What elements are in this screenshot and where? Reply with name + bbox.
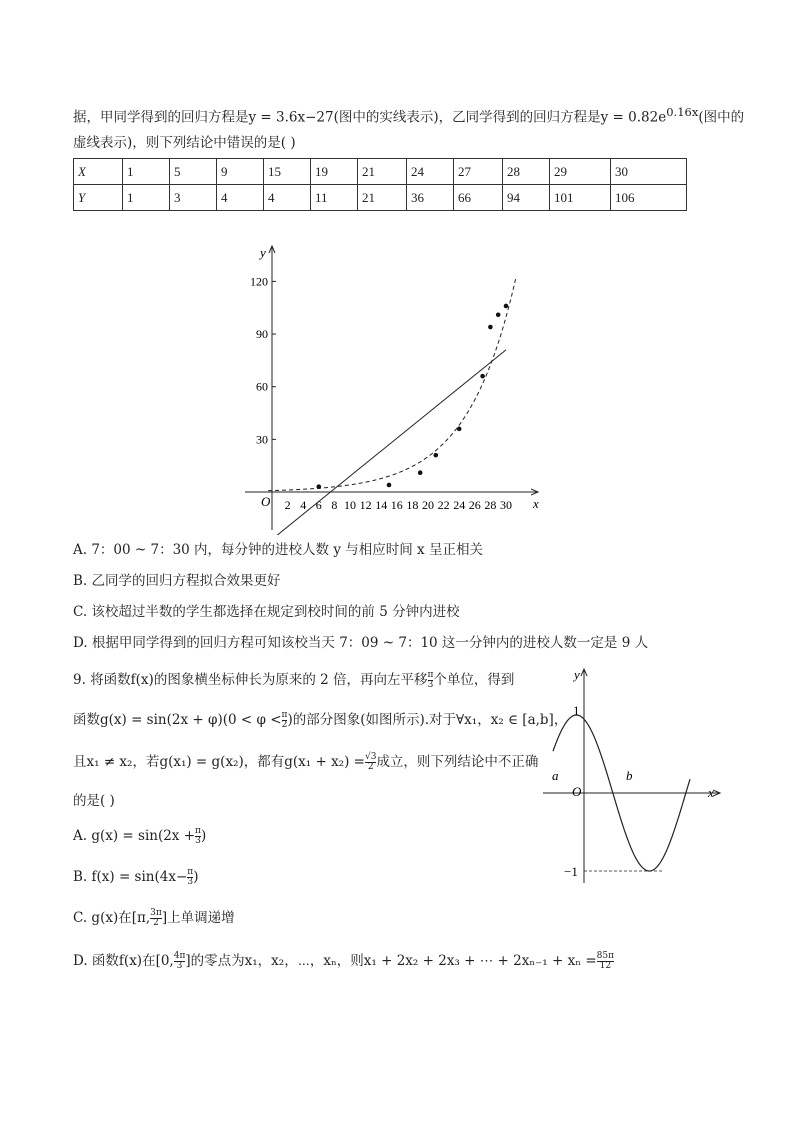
numerator: 4π — [173, 951, 186, 961]
data-point — [457, 427, 462, 432]
numerator: 3π — [150, 908, 162, 918]
q9-line-2 — [73, 710, 567, 730]
denominator: 2 — [367, 762, 374, 772]
point-b-label: b — [626, 768, 633, 783]
option-text: A. g(x) = sin(2x + — [73, 828, 196, 844]
table-cell: 4 — [217, 185, 264, 211]
origin-label: O — [261, 494, 271, 509]
table-cell: 36 — [407, 185, 454, 211]
option-9b — [73, 867, 198, 887]
intro-text: 据，甲同学得到的回归方程是 — [73, 109, 249, 126]
point-a-label: a — [552, 768, 559, 783]
table-cell: 9 — [217, 159, 264, 185]
table-cell: 5 — [170, 159, 217, 185]
table-cell: 15 — [264, 159, 311, 185]
option-8a: A. 7：00 ~ 7：30 内，每分钟的进校人数 y 与相应时间 x 呈正相关 — [73, 542, 483, 558]
data-point — [418, 470, 423, 475]
data-point — [496, 312, 501, 317]
y-tick-label: 60 — [256, 379, 268, 394]
origin-label: O — [572, 784, 582, 799]
table-cell: 94 — [503, 185, 550, 211]
q9-text: )的部分图象(如图所示).对于∀x₁，x₂ ∈ [a,b]， — [287, 712, 568, 728]
x-tick-label: 4 — [300, 498, 307, 512]
fraction-sqrt3-2 — [365, 753, 376, 772]
q9-text: 且x₁ ≠ x₂，若g(x₁) = g(x₂)，都有g(x₁ + x₂) = — [73, 754, 365, 770]
x-tick-label: 2 — [284, 498, 291, 512]
data-table — [73, 158, 687, 211]
option-9c — [73, 908, 235, 928]
row-label-y: Y — [74, 185, 123, 211]
table-row — [74, 185, 687, 211]
q9-line-3 — [73, 752, 538, 772]
table-cell: 24 — [407, 159, 454, 185]
numerator: π — [427, 670, 434, 680]
intro-text: (图中的 — [698, 109, 745, 126]
table-cell: 11 — [311, 185, 358, 211]
y-axis-label: y — [260, 245, 266, 260]
denominator: 12 — [599, 961, 612, 971]
sine-graph — [538, 665, 728, 890]
option-text: D. 函数f(x)在[0, — [73, 953, 174, 969]
intro-line-2: 虚线表示)，则下列结论中错误的是( ) — [73, 135, 296, 151]
table-cell: 66 — [454, 185, 503, 211]
q9-text: 成立，则下列结论中不正确 — [376, 754, 539, 770]
table-cell: 1 — [123, 185, 170, 211]
table-cell: 30 — [611, 159, 687, 185]
x-tick-label: 10 — [344, 498, 356, 512]
equation-2: y = 0.82e — [600, 109, 667, 126]
table-cell: 101 — [550, 185, 611, 211]
x-tick-label: 24 — [453, 498, 466, 512]
fraction-4pi-3 — [174, 952, 186, 971]
data-point — [504, 304, 509, 309]
table-cell: 1 — [123, 159, 170, 185]
x-axis-label: x — [708, 785, 714, 800]
x-tick-label: 18 — [406, 498, 419, 512]
y-tick-label: 30 — [256, 432, 268, 447]
x-tick-label: 16 — [390, 498, 403, 512]
denominator: 3 — [427, 680, 434, 690]
option-text: ) — [200, 828, 207, 844]
q9-text: 函数g(x) = sin(2x + φ)(0 < φ < — [73, 712, 282, 728]
q9-text: 个单位，得到 — [433, 672, 515, 688]
equation-1: y = 3.6x−27 — [248, 109, 334, 126]
data-point — [387, 483, 392, 488]
x-axis-label: x — [533, 496, 539, 511]
x-tick-label: 14 — [375, 498, 388, 512]
numerator: π — [195, 826, 201, 836]
denominator: 3 — [195, 836, 201, 846]
data-point — [317, 484, 322, 489]
option-8c: C. 该校超过半数的学生都选择在规定到校时间的前 5 分钟内进校 — [73, 604, 460, 620]
denominator: 3 — [187, 877, 194, 887]
option-8d: D. 根据甲同学得到的回归方程可知该校当天 7：09 ~ 7：10 这一分钟内的进校人数一定是 9 人 — [73, 635, 649, 651]
table-cell: 21 — [358, 159, 407, 185]
table-cell: 106 — [611, 185, 687, 211]
table-cell: 19 — [311, 159, 358, 185]
min-label: −1 — [564, 864, 578, 879]
data-point — [434, 453, 439, 458]
data-point — [488, 325, 493, 330]
option-9d — [73, 951, 614, 971]
option-9a — [73, 826, 206, 846]
x-tick-label: 8 — [331, 498, 338, 512]
fraction-3pi-2 — [150, 909, 162, 928]
x-tick-label: 6 — [315, 498, 322, 512]
numerator: √3 — [364, 752, 377, 762]
table-cell: 27 — [454, 159, 503, 185]
equation-2-exponent: 0.16x — [666, 105, 699, 119]
intro-line-1 — [73, 102, 744, 128]
numerator: π — [187, 867, 194, 877]
option-text: ]的零点为x₁，x₂，⋯，xₙ，则x₁ + 2x₂ + 2x₃ + ⋯ + 2xₙ₋₁ + xₙ = — [185, 953, 597, 969]
denominator: 2 — [281, 720, 288, 730]
table-cell: 21 — [358, 185, 407, 211]
x-tick-label: 20 — [422, 498, 434, 512]
q9-line-1 — [73, 670, 514, 690]
row-label-x: X — [74, 159, 123, 185]
option-text: C. g(x)在[π, — [73, 910, 151, 926]
max-label: 1 — [573, 703, 580, 718]
denominator: 3 — [176, 961, 183, 971]
option-8b: B. 乙同学的回归方程拟合效果更好 — [73, 573, 281, 589]
q9-line-4: 的是( ) — [73, 793, 115, 809]
table-cell: 28 — [503, 159, 550, 185]
intro-text: (图中的实线表示)，乙同学得到的回归方程是 — [333, 109, 601, 126]
x-tick-label: 12 — [359, 498, 372, 512]
numerator: 85π — [596, 951, 615, 961]
option-text: ]上单调递增 — [161, 910, 235, 926]
numerator: π — [281, 710, 288, 720]
x-tick-label: 28 — [484, 498, 497, 512]
table-row — [74, 159, 687, 185]
q9-text: 9. 将函数f(x)的图象横坐标伸长为原来的 2 倍，再向左平移 — [73, 672, 428, 688]
table-cell: 4 — [264, 185, 311, 211]
x-tick-label: 30 — [500, 498, 512, 512]
denominator: 2 — [153, 918, 159, 928]
y-axis-label: y — [574, 667, 580, 682]
exponential-regression-curve — [268, 278, 516, 490]
x-tick-label: 26 — [468, 498, 481, 512]
table-cell: 29 — [550, 159, 611, 185]
x-tick-label: 22 — [437, 498, 450, 512]
option-text: ) — [193, 869, 199, 885]
scatter-regression-chart — [240, 240, 550, 535]
fraction-85pi-12 — [597, 952, 614, 971]
data-point — [480, 374, 485, 379]
y-tick-label: 90 — [256, 327, 268, 342]
option-text: B. f(x) = sin(4x− — [73, 869, 188, 885]
y-tick-label: 120 — [250, 274, 268, 289]
table-cell: 3 — [170, 185, 217, 211]
